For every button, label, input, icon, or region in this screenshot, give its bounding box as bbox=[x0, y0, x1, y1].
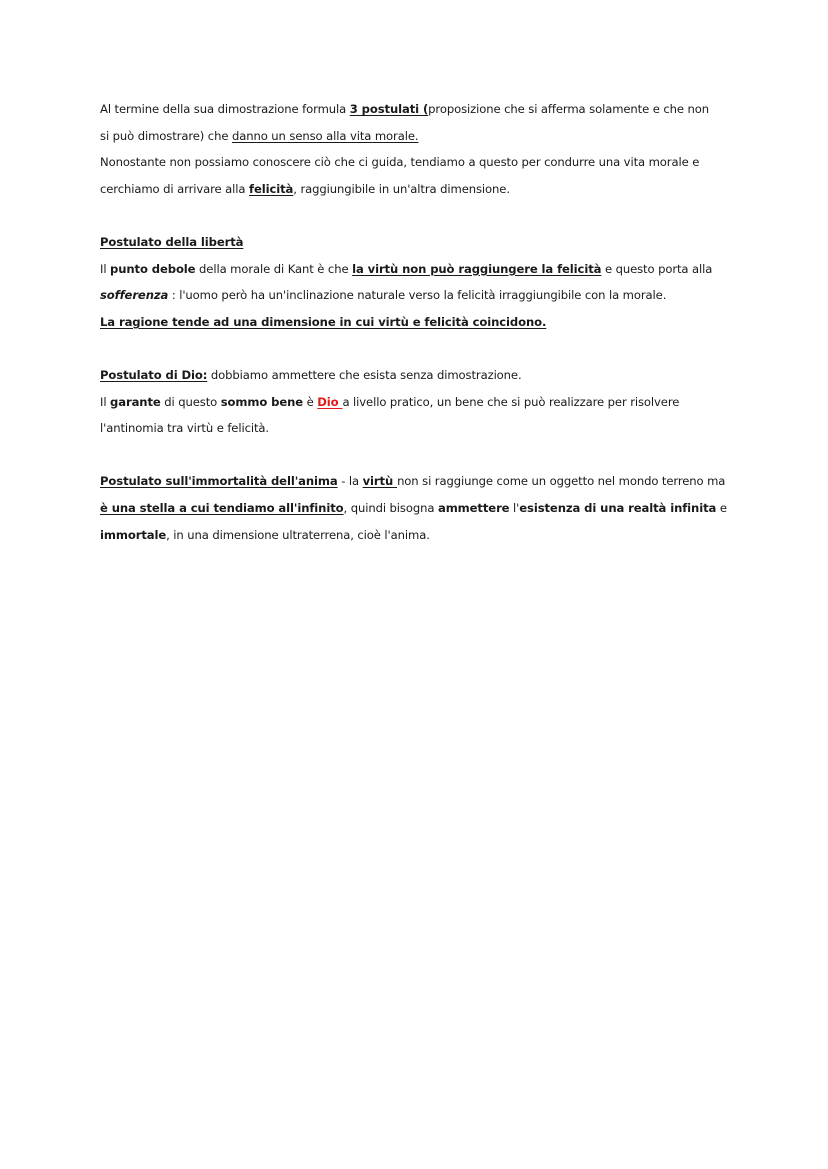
text-run: e bbox=[716, 500, 727, 515]
bold-phrase: esistenza di una realtà infinita bbox=[519, 500, 717, 515]
text-run: , raggiungibile in un'altra dimensione. bbox=[293, 181, 510, 196]
intro-line-3: Nonostante non possiamo conoscere ciò che ci guida, tendiamo a questo per condurre una vita morale e bbox=[100, 155, 700, 170]
text-run: cerchiamo di arrivare alla bbox=[100, 181, 249, 196]
bold-phrase: sommo bene bbox=[220, 394, 304, 409]
text-run: l' bbox=[509, 500, 520, 515]
underlined-phrase: danno un senso alla vita morale. bbox=[231, 128, 419, 143]
dio-line-2 bbox=[100, 389, 740, 416]
intro-line-2 bbox=[100, 123, 740, 150]
bold-underlined-phrase: la virtù non può raggiungere la felicità bbox=[352, 261, 602, 276]
felicita-emphasis: felicità bbox=[249, 181, 294, 196]
liberta-line-1 bbox=[100, 256, 740, 283]
text-run: si può dimostrare) che bbox=[100, 128, 232, 143]
text-run: non si raggiunge come un oggetto nel mondo terreno ma bbox=[397, 474, 726, 489]
text-run: a livello pratico, un bene che si può realizzare per risolvere bbox=[342, 394, 680, 409]
bold-phrase: punto debole bbox=[110, 261, 196, 276]
bold-underlined-phrase: è una stella a cui tendiamo all'infinito bbox=[100, 500, 344, 515]
dio-heading: Postulato di Dio: bbox=[100, 367, 208, 382]
anima-line-2 bbox=[100, 495, 740, 522]
bold-word: garante bbox=[110, 394, 161, 409]
intro-line-1 bbox=[100, 96, 740, 123]
text-run: è bbox=[303, 394, 318, 409]
anima-heading: Postulato sull'immortalità dell'anima bbox=[100, 474, 338, 489]
liberta-line-2 bbox=[100, 282, 740, 309]
dio-line-3: l'antinomia tra virtù e felicità. bbox=[100, 421, 270, 436]
bold-italic-word: sofferenza bbox=[100, 288, 169, 303]
liberta-line-3: La ragione tende ad una dimensione in cui virtù e felicità coincidono. bbox=[100, 314, 547, 329]
text-run: , quindi bisogna bbox=[343, 500, 438, 515]
text-run: della morale di Kant è che bbox=[195, 261, 353, 276]
text-run: - la bbox=[337, 474, 363, 489]
bold-word: immortale bbox=[100, 527, 167, 542]
text-run: Al termine della sua dimostrazione formula bbox=[100, 102, 350, 116]
anima-section bbox=[100, 468, 740, 548]
bold-underlined-word: virtù bbox=[362, 474, 398, 489]
anima-line-1 bbox=[100, 468, 740, 495]
postulati-emphasis: 3 postulati ( bbox=[349, 102, 429, 116]
text-run: e questo porta alla bbox=[601, 261, 713, 276]
text-run: : l'uomo però ha un'inclinazione naturale verso la felicità irraggiungibile con la morale. bbox=[168, 288, 667, 303]
text-run: , in una dimensione ultraterrena, cioè l'anima. bbox=[166, 527, 430, 542]
spacer bbox=[100, 335, 740, 362]
text-run: Il bbox=[100, 394, 111, 409]
dio-red-emphasis: Dio bbox=[317, 394, 343, 409]
document-body bbox=[100, 96, 740, 548]
text-run: Il bbox=[100, 261, 111, 276]
dio-section bbox=[100, 362, 740, 442]
anima-line-3 bbox=[100, 522, 740, 549]
dio-line-1 bbox=[100, 362, 740, 389]
intro-line-4 bbox=[100, 176, 740, 203]
text-run: proposizione che si afferma solamente e che non bbox=[428, 102, 709, 116]
spacer bbox=[100, 202, 740, 229]
liberta-section bbox=[100, 229, 740, 335]
bold-word: ammettere bbox=[437, 500, 510, 515]
text-run: dobbiamo ammettere che esista senza dimostrazione. bbox=[207, 367, 522, 382]
spacer bbox=[100, 442, 740, 469]
text-run: di questo bbox=[160, 394, 221, 409]
liberta-heading: Postulato della libertà bbox=[100, 234, 244, 249]
intro-paragraph bbox=[100, 96, 740, 202]
